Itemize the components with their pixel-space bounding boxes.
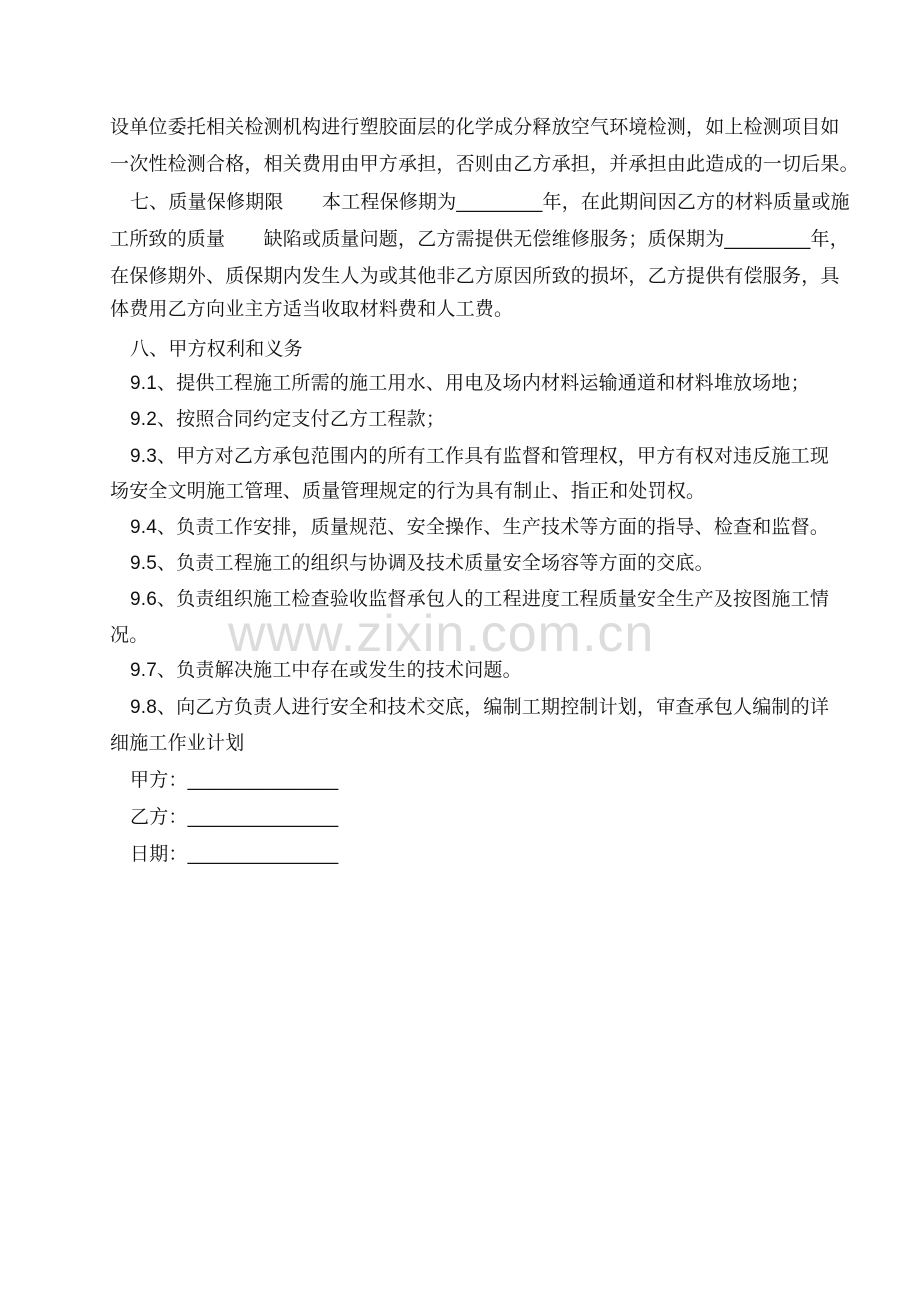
signature-party-b: 乙方：______________: [130, 807, 339, 828]
clause-9-3: 9.3、甲方对乙方承包范围内的所有工作具有监督和管理权，甲方有权对违反施工现: [130, 446, 830, 467]
clause-9-7: 9.7、负责解决施工中存在或发生的技术问题。: [130, 660, 522, 681]
clause-9-2: 9.2、按照合同约定支付乙方工程款；: [130, 409, 446, 430]
clause-9-8: 9.8、向乙方负责人进行安全和技术交底，编制工期控制计划，审查承包人编制的详: [130, 697, 830, 718]
signature-date: 日期：______________: [130, 844, 339, 865]
text-line: 场安全文明施工管理、质量管理规定的行为具有制止、指正和处罚权。: [110, 481, 706, 502]
clause-9-1: 9.1、提供工程施工所需的施工用水、用电及场内材料运输通道和材料堆放场地；: [130, 373, 810, 394]
clause-9-5: 9.5、负责工程施工的组织与协调及技术质量安全场容等方面的交底。: [130, 553, 714, 574]
section-heading-rights: 八、甲方权利和义务: [130, 339, 303, 360]
text-line: 一次性检测合格，相关费用由甲方承担，否则由乙方承担，并承担由此造成的一切后果。: [110, 154, 859, 175]
watermark: www.zixin.com.cn: [228, 605, 655, 663]
section-heading-warranty: 七、质量保修期限 本工程保修期为________年，在此期间因乙方的材料质量或施: [130, 192, 850, 213]
clause-9-6: 9.6、负责组织施工检查验收监督承包人的工程进度工程质量安全生产及按图施工情: [130, 589, 830, 610]
text-line: 细施工作业计划: [110, 733, 245, 754]
text-line: 工所致的质量 缺陷或质量问题，乙方需提供无偿维修服务；质保期为________年，: [110, 229, 849, 250]
signature-party-a: 甲方：______________: [130, 770, 339, 791]
text-line: 况。: [110, 625, 149, 646]
clause-9-4: 9.4、负责工作安排，质量规范、安全操作、生产技术等方面的指导、检查和监督。: [130, 517, 830, 538]
text-line: 设单位委托相关检测机构进行塑胶面层的化学成分释放空气环境检测，如上检测项目如: [110, 117, 840, 138]
text-line: 在保修期外、质保期内发生人为或其他非乙方原因所致的损坏，乙方提供有偿服务，具: [110, 266, 840, 287]
text-line: 体费用乙方向业主方适当收取材料费和人工费。: [110, 299, 514, 320]
